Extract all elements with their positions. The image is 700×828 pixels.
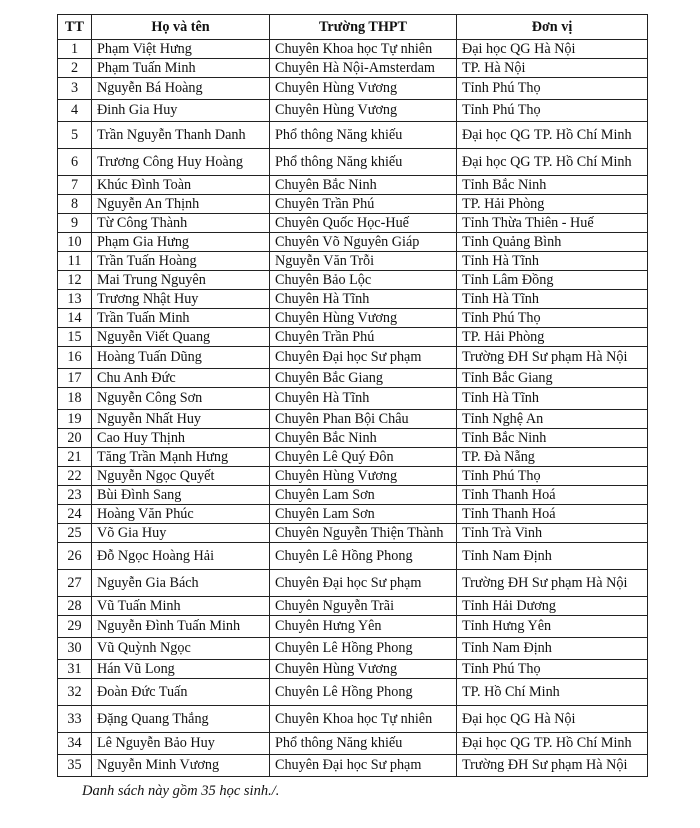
cell-school: Chuyên Khoa học Tự nhiên: [270, 40, 457, 59]
cell-name: Nguyễn Đình Tuấn Minh: [92, 616, 270, 638]
cell-tt: 32: [58, 679, 92, 706]
cell-name: Nguyễn Ngọc Quyết: [92, 467, 270, 486]
table-row: [58, 524, 648, 543]
cell-tt: 20: [58, 429, 92, 448]
cell-name: Nguyễn Gia Bách: [92, 570, 270, 597]
cell-tt: 19: [58, 410, 92, 429]
cell-name: Cao Huy Thịnh: [92, 429, 270, 448]
cell-tt: 11: [58, 252, 92, 271]
cell-school: Chuyên Bắc Ninh: [270, 176, 457, 195]
cell-unit: Tỉnh Hưng Yên: [457, 616, 648, 638]
cell-unit: Tỉnh Nghệ An: [457, 410, 648, 429]
cell-unit: Tỉnh Thanh Hoá: [457, 486, 648, 505]
cell-tt: 7: [58, 176, 92, 195]
cell-unit: Tỉnh Phú Thọ: [457, 100, 648, 122]
cell-name: Từ Công Thành: [92, 214, 270, 233]
cell-unit: TP. Hải Phòng: [457, 328, 648, 347]
cell-name: Đặng Quang Thắng: [92, 706, 270, 733]
cell-school: Chuyên Khoa học Tự nhiên: [270, 706, 457, 733]
document: [57, 14, 648, 777]
cell-tt: 29: [58, 616, 92, 638]
header-tt: TT: [58, 15, 92, 40]
cell-school: Chuyên Lam Sơn: [270, 486, 457, 505]
cell-name: Nguyễn Minh Vương: [92, 755, 270, 777]
table-row: [58, 40, 648, 59]
table-row: [58, 543, 648, 570]
cell-name: Đinh Gia Huy: [92, 100, 270, 122]
cell-school: Chuyên Bắc Giang: [270, 369, 457, 388]
cell-school: Chuyên Đại học Sư phạm: [270, 755, 457, 777]
cell-name: Đoàn Đức Tuấn: [92, 679, 270, 706]
cell-name: Trần Tuấn Hoàng: [92, 252, 270, 271]
table-row: [58, 271, 648, 290]
cell-school: Chuyên Lê Hồng Phong: [270, 679, 457, 706]
cell-school: Chuyên Lam Sơn: [270, 505, 457, 524]
table-row: [58, 309, 648, 328]
cell-name: Vũ Quỳnh Ngọc: [92, 638, 270, 660]
cell-tt: 9: [58, 214, 92, 233]
table-row: [58, 505, 648, 524]
cell-school: Chuyên Đại học Sư phạm: [270, 347, 457, 369]
cell-name: Bùi Đình Sang: [92, 486, 270, 505]
table-row: [58, 388, 648, 410]
cell-school: Phổ thông Năng khiếu: [270, 733, 457, 755]
cell-tt: 33: [58, 706, 92, 733]
table-row: [58, 429, 648, 448]
table-row: [58, 679, 648, 706]
table-row: [58, 597, 648, 616]
cell-school: Chuyên Lê Hồng Phong: [270, 638, 457, 660]
cell-unit: TP. Hà Nội: [457, 59, 648, 78]
table-row: [58, 347, 648, 369]
cell-name: Lê Nguyễn Bảo Huy: [92, 733, 270, 755]
table-row: [58, 486, 648, 505]
cell-unit: Tỉnh Trà Vinh: [457, 524, 648, 543]
table-row: [58, 78, 648, 100]
cell-tt: 4: [58, 100, 92, 122]
cell-unit: Tỉnh Phú Thọ: [457, 660, 648, 679]
table-row: [58, 195, 648, 214]
cell-tt: 21: [58, 448, 92, 467]
table-row: [58, 59, 648, 78]
cell-unit: Tỉnh Hà Tĩnh: [457, 290, 648, 309]
table-row: [58, 290, 648, 309]
table-row: [58, 448, 648, 467]
table-row: [58, 706, 648, 733]
cell-name: Mai Trung Nguyên: [92, 271, 270, 290]
table-row: [58, 369, 648, 388]
cell-school: Chuyên Phan Bội Châu: [270, 410, 457, 429]
header-name: Họ và tên: [92, 15, 270, 40]
header-unit: Đơn vị: [457, 15, 648, 40]
cell-tt: 31: [58, 660, 92, 679]
cell-name: Chu Anh Đức: [92, 369, 270, 388]
table-row: [58, 570, 648, 597]
cell-school: Nguyễn Văn Trỗi: [270, 252, 457, 271]
cell-unit: Tỉnh Lâm Đồng: [457, 271, 648, 290]
cell-unit: TP. Đà Nẵng: [457, 448, 648, 467]
table-row: [58, 122, 648, 149]
cell-school: Chuyên Bảo Lộc: [270, 271, 457, 290]
cell-unit: Đại học QG Hà Nội: [457, 706, 648, 733]
cell-tt: 8: [58, 195, 92, 214]
cell-school: Chuyên Lê Hồng Phong: [270, 543, 457, 570]
cell-name: Nguyễn An Thịnh: [92, 195, 270, 214]
cell-unit: Tỉnh Thanh Hoá: [457, 505, 648, 524]
cell-school: Chuyên Bắc Ninh: [270, 429, 457, 448]
cell-unit: TP. Hải Phòng: [457, 195, 648, 214]
cell-school: Phổ thông Năng khiếu: [270, 122, 457, 149]
cell-name: Hoàng Tuấn Dũng: [92, 347, 270, 369]
cell-school: Phổ thông Năng khiếu: [270, 149, 457, 176]
cell-tt: 13: [58, 290, 92, 309]
table-row: [58, 410, 648, 429]
cell-school: Chuyên Võ Nguyên Giáp: [270, 233, 457, 252]
table-row: [58, 328, 648, 347]
cell-unit: Đại học QG TP. Hồ Chí Minh: [457, 122, 648, 149]
table-row: [58, 733, 648, 755]
cell-name: Trương Nhật Huy: [92, 290, 270, 309]
table-row: [58, 214, 648, 233]
cell-unit: Đại học QG TP. Hồ Chí Minh: [457, 733, 648, 755]
cell-unit: Tỉnh Nam Định: [457, 638, 648, 660]
cell-unit: Đại học QG TP. Hồ Chí Minh: [457, 149, 648, 176]
cell-name: Trần Nguyễn Thanh Danh: [92, 122, 270, 149]
cell-tt: 27: [58, 570, 92, 597]
cell-unit: Trường ĐH Sư phạm Hà Nội: [457, 347, 648, 369]
cell-tt: 10: [58, 233, 92, 252]
cell-unit: Tỉnh Quảng Bình: [457, 233, 648, 252]
cell-tt: 30: [58, 638, 92, 660]
table-row: [58, 252, 648, 271]
table-row: [58, 100, 648, 122]
table-row: [58, 755, 648, 777]
cell-tt: 12: [58, 271, 92, 290]
cell-name: Trương Công Huy Hoàng: [92, 149, 270, 176]
cell-unit: Tỉnh Bắc Ninh: [457, 176, 648, 195]
cell-tt: 35: [58, 755, 92, 777]
table-body: [58, 40, 648, 777]
cell-school: Chuyên Hùng Vương: [270, 309, 457, 328]
header-row: [58, 15, 648, 40]
cell-unit: Tỉnh Bắc Giang: [457, 369, 648, 388]
cell-tt: 6: [58, 149, 92, 176]
cell-school: Chuyên Hà Nội-Amsterdam: [270, 59, 457, 78]
cell-unit: Tỉnh Thừa Thiên - Huế: [457, 214, 648, 233]
cell-school: Chuyên Nguyễn Thiện Thành: [270, 524, 457, 543]
cell-school: Chuyên Hùng Vương: [270, 660, 457, 679]
cell-unit: Tỉnh Hà Tĩnh: [457, 388, 648, 410]
table-row: [58, 467, 648, 486]
cell-name: Nguyễn Bá Hoàng: [92, 78, 270, 100]
cell-tt: 28: [58, 597, 92, 616]
cell-school: Chuyên Hưng Yên: [270, 616, 457, 638]
cell-unit: Tỉnh Bắc Ninh: [457, 429, 648, 448]
cell-school: Chuyên Hùng Vương: [270, 78, 457, 100]
cell-name: Nguyễn Công Sơn: [92, 388, 270, 410]
cell-name: Võ Gia Huy: [92, 524, 270, 543]
cell-school: Chuyên Quốc Học-Huế: [270, 214, 457, 233]
cell-name: Nguyễn Viết Quang: [92, 328, 270, 347]
cell-tt: 23: [58, 486, 92, 505]
cell-name: Đỗ Ngọc Hoàng Hải: [92, 543, 270, 570]
cell-school: Chuyên Trần Phú: [270, 328, 457, 347]
cell-tt: 18: [58, 388, 92, 410]
cell-school: Chuyên Hùng Vương: [270, 467, 457, 486]
cell-tt: 2: [58, 59, 92, 78]
cell-name: Khúc Đình Toàn: [92, 176, 270, 195]
cell-tt: 24: [58, 505, 92, 524]
cell-tt: 25: [58, 524, 92, 543]
cell-unit: Tỉnh Hà Tĩnh: [457, 252, 648, 271]
cell-name: Hoàng Văn Phúc: [92, 505, 270, 524]
student-table: [57, 14, 648, 777]
cell-unit: Đại học QG Hà Nội: [457, 40, 648, 59]
cell-name: Phạm Gia Hưng: [92, 233, 270, 252]
table-row: [58, 638, 648, 660]
footer-note: Danh sách này gồm 35 học sinh./.: [82, 783, 280, 799]
cell-tt: 14: [58, 309, 92, 328]
cell-name: Vũ Tuấn Minh: [92, 597, 270, 616]
cell-name: Nguyễn Nhất Huy: [92, 410, 270, 429]
header-school: Trường THPT: [270, 15, 457, 40]
cell-unit: Trường ĐH Sư phạm Hà Nội: [457, 755, 648, 777]
cell-unit: Tỉnh Phú Thọ: [457, 78, 648, 100]
cell-name: Tăng Trần Mạnh Hưng: [92, 448, 270, 467]
cell-name: Phạm Việt Hưng: [92, 40, 270, 59]
table-row: [58, 660, 648, 679]
cell-unit: TP. Hồ Chí Minh: [457, 679, 648, 706]
table-row: [58, 616, 648, 638]
cell-unit: Tỉnh Phú Thọ: [457, 467, 648, 486]
cell-name: Phạm Tuấn Minh: [92, 59, 270, 78]
cell-tt: 34: [58, 733, 92, 755]
cell-name: Trần Tuấn Minh: [92, 309, 270, 328]
cell-school: Chuyên Hà Tĩnh: [270, 388, 457, 410]
cell-school: Chuyên Nguyễn Trãi: [270, 597, 457, 616]
cell-tt: 26: [58, 543, 92, 570]
cell-tt: 1: [58, 40, 92, 59]
cell-school: Chuyên Lê Quý Đôn: [270, 448, 457, 467]
cell-unit: Trường ĐH Sư phạm Hà Nội: [457, 570, 648, 597]
cell-name: Hán Vũ Long: [92, 660, 270, 679]
cell-school: Chuyên Hùng Vương: [270, 100, 457, 122]
cell-school: Chuyên Đại học Sư phạm: [270, 570, 457, 597]
cell-school: Chuyên Hà Tĩnh: [270, 290, 457, 309]
cell-tt: 22: [58, 467, 92, 486]
cell-tt: 16: [58, 347, 92, 369]
table-row: [58, 233, 648, 252]
cell-tt: 5: [58, 122, 92, 149]
cell-tt: 3: [58, 78, 92, 100]
table-row: [58, 176, 648, 195]
cell-unit: Tỉnh Hải Dương: [457, 597, 648, 616]
table-row: [58, 149, 648, 176]
cell-tt: 15: [58, 328, 92, 347]
cell-tt: 17: [58, 369, 92, 388]
cell-unit: Tỉnh Phú Thọ: [457, 309, 648, 328]
cell-unit: Tỉnh Nam Định: [457, 543, 648, 570]
cell-school: Chuyên Trần Phú: [270, 195, 457, 214]
